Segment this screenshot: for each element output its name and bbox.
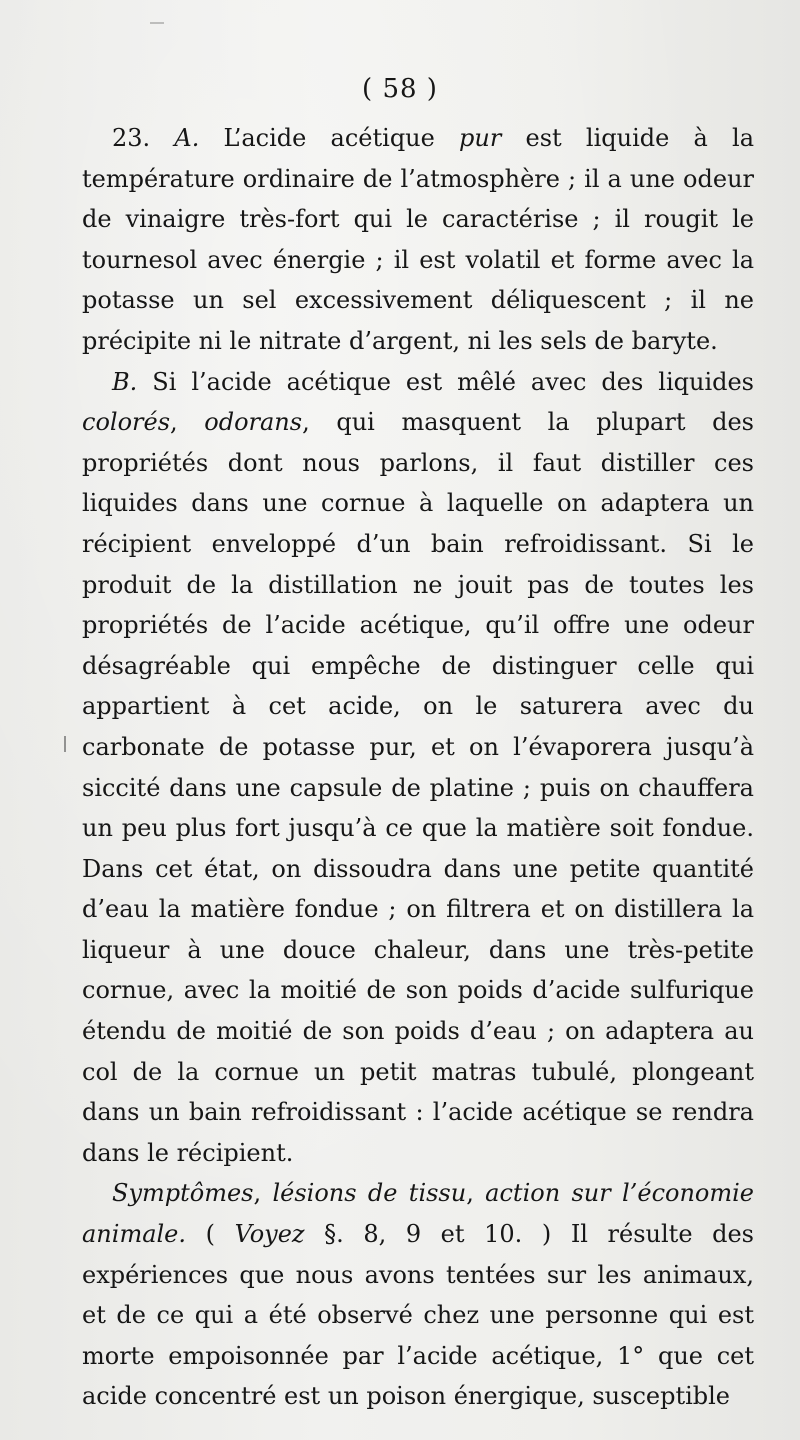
text-run: §. 8, 9 et 10. ) Il résulte des expériences que nous avons tentées sur les animaux, et de ce qui a été observé chez une personne qui est morte empoisonnée par l’acide acétique, 1° que cet acide concentré est un poison énergique, susceptible (82, 1220, 754, 1411)
italic-run: A. (174, 124, 200, 152)
italic-run: odorans (204, 408, 303, 437)
margin-mark (64, 736, 66, 752)
paragraph-23a (82, 118, 754, 362)
paragraph-b (82, 362, 754, 1174)
text-run: ( (186, 1220, 235, 1249)
italic-run: action sur l’économie animale. (82, 1179, 754, 1249)
text-run: Si l’acide acétique est mêlé avec des liquides (137, 367, 754, 396)
scan-speck (150, 22, 164, 24)
italic-run: Voyez (234, 1220, 305, 1249)
page-number: ( 58 ) (362, 74, 438, 104)
italic-run: lésions de tissu (272, 1179, 467, 1208)
italic-run: colorés (82, 408, 171, 437)
text-run: , (170, 408, 205, 437)
text-run: , qui masquent la plupart des propriétés dont nous parlons, il faut distiller ces liquides dans une cornue à laquelle on adaptera un récipient enveloppé d’un bain refroidissant. Si le produit de la distillation ne jouit pas de toutes les propriétés de l’acide acétique, qu’il offre une odeur désagréable qui empêche de distinguer celle qui appartient à cet acide, on le saturera avec du carbonate de potasse pur, et on l’évaporera jusqu’à siccité dans une capsule de platine ; puis on chauffera un peu plus fort jusqu’à ce que la matière soit fondue. Dans cet état, on dissoudra dans une petite quantité d’eau la matière fondue ; on filtrera et on distillera la liqueur à une douce chaleur, dans une très-petite cornue, avec la moitié de son poids d’acide sulfurique étendu de moitié de son poids d’eau ; on adaptera au col de la cornue un petit matras tubulé, plongeant dans un bain refroidissant : l’acide acétique se rendra dans le récipient. (82, 408, 754, 1167)
text-run: L’acide acétique (199, 124, 460, 152)
italic-run: B. (112, 367, 138, 396)
text-run: , (466, 1179, 486, 1208)
paragraph-symptomes (82, 1173, 754, 1417)
text-run: est liquide à la température ordinaire de l’atmosphère ; il a une odeur de vinaigre très-fort qui le caractérise ; il rougit le tournesol avec énergie ; il est volatil et forme avec la potasse un sel excessivement déliquescent ; il ne précipite ni le nitrate d’argent, ni les sels de baryte. (82, 124, 755, 355)
body-text (82, 118, 754, 1417)
italic-run: pur (459, 124, 502, 152)
italic-run: Symptômes (112, 1179, 254, 1208)
text-run: , (253, 1179, 273, 1208)
text-run: 23. (112, 124, 175, 152)
